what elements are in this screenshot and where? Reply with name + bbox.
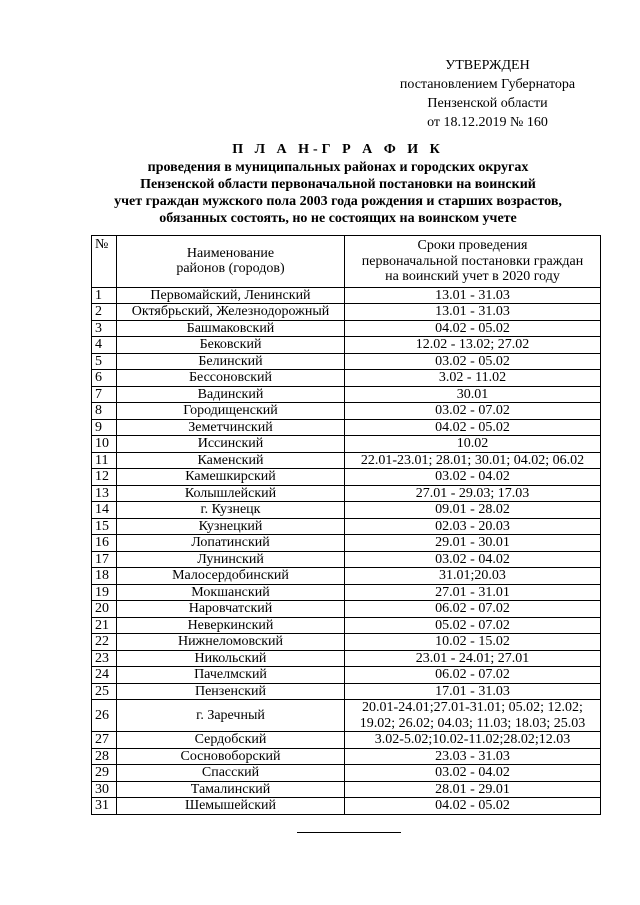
row-number: 9 bbox=[92, 419, 117, 436]
approval-line-decree: постановлением Губернатора bbox=[399, 77, 576, 92]
table-row bbox=[92, 452, 601, 469]
row-dates: 03.02 - 07.02 bbox=[345, 403, 601, 420]
table-row bbox=[92, 386, 601, 403]
row-dates: 06.02 - 07.02 bbox=[345, 601, 601, 618]
row-dates: 31.01;20.03 bbox=[345, 568, 601, 585]
row-number: 12 bbox=[92, 469, 117, 486]
row-dates: 13.01 - 31.03 bbox=[345, 304, 601, 321]
approval-line-approved: УТВЕРЖДЕН bbox=[445, 58, 530, 73]
header-dates-line-3: на воинский учет в 2020 году bbox=[385, 269, 560, 284]
row-number: 5 bbox=[92, 353, 117, 370]
row-district-name: Колышлейский bbox=[117, 485, 345, 502]
row-number: 18 bbox=[92, 568, 117, 585]
table-row bbox=[92, 732, 601, 749]
table-row bbox=[92, 469, 601, 486]
row-dates: 06.02 - 07.02 bbox=[345, 667, 601, 684]
row-number: 14 bbox=[92, 502, 117, 519]
row-number: 2 bbox=[92, 304, 117, 321]
row-number: 6 bbox=[92, 370, 117, 387]
row-district-name: г. Заречный bbox=[117, 700, 345, 732]
subtitle-line-2: Пензенской области первоначальной постановки на воинский bbox=[140, 177, 536, 192]
table-row bbox=[92, 403, 601, 420]
row-dates: 03.02 - 05.02 bbox=[345, 353, 601, 370]
table-row bbox=[92, 568, 601, 585]
row-dates: 22.01-23.01; 28.01; 30.01; 04.02; 06.02 bbox=[345, 452, 601, 469]
table-row bbox=[92, 617, 601, 634]
row-number: 3 bbox=[92, 320, 117, 337]
row-dates bbox=[345, 700, 601, 732]
row-dates: 3.02 - 11.02 bbox=[345, 370, 601, 387]
row-district-name: Вадинский bbox=[117, 386, 345, 403]
row-dates: 02.03 - 20.03 bbox=[345, 518, 601, 535]
row-dates: 3.02-5.02;10.02-11.02;28.02;12.03 bbox=[345, 732, 601, 749]
row-district-name: Сосновоборский bbox=[117, 748, 345, 765]
row-number: 16 bbox=[92, 535, 117, 552]
row-number: 10 bbox=[92, 436, 117, 453]
row-number: 4 bbox=[92, 337, 117, 354]
row-district-name: Первомайский, Ленинский bbox=[117, 287, 345, 304]
row-district-name: Каменский bbox=[117, 452, 345, 469]
subtitle-line-1: проведения в муниципальных районах и городских округах bbox=[147, 160, 529, 175]
table-row bbox=[92, 436, 601, 453]
row-dates: 28.01 - 29.01 bbox=[345, 781, 601, 798]
row-dates: 04.02 - 05.02 bbox=[345, 798, 601, 815]
row-district-name: Наровчатский bbox=[117, 601, 345, 618]
row-number: 26 bbox=[92, 700, 117, 732]
row-dates: 23.03 - 31.03 bbox=[345, 748, 601, 765]
table-row bbox=[92, 781, 601, 798]
table-body bbox=[92, 287, 601, 814]
row-number: 17 bbox=[92, 551, 117, 568]
table-row bbox=[92, 353, 601, 370]
row-dates-line: 20.01-24.01;27.01-31.01; 05.02; 12.02; bbox=[362, 700, 583, 715]
table-row bbox=[92, 667, 601, 684]
header-name-line-2: районов (городов) bbox=[176, 261, 285, 277]
row-dates: 27.01 - 31.01 bbox=[345, 584, 601, 601]
row-number: 28 bbox=[92, 748, 117, 765]
row-district-name: Сердобский bbox=[117, 732, 345, 749]
row-district-name: Нижнеломовский bbox=[117, 634, 345, 651]
table-row bbox=[92, 535, 601, 552]
row-district-name: Никольский bbox=[117, 650, 345, 667]
end-divider bbox=[297, 832, 401, 833]
table-row bbox=[92, 601, 601, 618]
row-dates: 10.02 - 15.02 bbox=[345, 634, 601, 651]
approval-stamp bbox=[380, 56, 595, 132]
document-title: П Л А Н-Г Р А Ф И К bbox=[232, 142, 444, 157]
row-district-name: Лунинский bbox=[117, 551, 345, 568]
row-number: 21 bbox=[92, 617, 117, 634]
table-row bbox=[92, 551, 601, 568]
table-row bbox=[92, 584, 601, 601]
row-dates: 05.02 - 07.02 bbox=[345, 617, 601, 634]
row-number: 27 bbox=[92, 732, 117, 749]
table-row bbox=[92, 650, 601, 667]
document-heading bbox=[60, 141, 616, 227]
approval-line-date: от 18.12.2019 № 160 bbox=[427, 115, 548, 130]
table-row bbox=[92, 748, 601, 765]
row-dates: 09.01 - 28.02 bbox=[345, 502, 601, 519]
row-district-name: Октябрьский, Железнодорожный bbox=[117, 304, 345, 321]
schedule-table bbox=[91, 235, 601, 815]
row-number: 19 bbox=[92, 584, 117, 601]
row-district-name: Городищенский bbox=[117, 403, 345, 420]
row-district-name: Иссинский bbox=[117, 436, 345, 453]
table-row bbox=[92, 419, 601, 436]
header-number: № bbox=[92, 236, 117, 288]
row-number: 24 bbox=[92, 667, 117, 684]
row-number: 1 bbox=[92, 287, 117, 304]
row-district-name: Бессоновский bbox=[117, 370, 345, 387]
row-number: 13 bbox=[92, 485, 117, 502]
row-number: 25 bbox=[92, 683, 117, 700]
row-number: 15 bbox=[92, 518, 117, 535]
row-dates: 03.02 - 04.02 bbox=[345, 469, 601, 486]
table-row bbox=[92, 634, 601, 651]
table-header-row bbox=[92, 236, 601, 288]
row-dates: 27.01 - 29.03; 17.03 bbox=[345, 485, 601, 502]
subtitle-line-3: учет граждан мужского пола 2003 года рождения и старших возрастов, bbox=[114, 194, 562, 209]
row-district-name: Малосердобинский bbox=[117, 568, 345, 585]
table-row bbox=[92, 502, 601, 519]
header-district-name bbox=[117, 236, 345, 288]
row-dates: 04.02 - 05.02 bbox=[345, 419, 601, 436]
header-dates-line-1: Сроки проведения bbox=[417, 238, 528, 253]
row-dates: 04.02 - 05.02 bbox=[345, 320, 601, 337]
table-row bbox=[92, 765, 601, 782]
row-district-name: Мокшанский bbox=[117, 584, 345, 601]
header-dates bbox=[345, 236, 601, 288]
row-dates: 10.02 bbox=[345, 436, 601, 453]
row-dates: 03.02 - 04.02 bbox=[345, 765, 601, 782]
table-row bbox=[92, 798, 601, 815]
row-number: 11 bbox=[92, 452, 117, 469]
row-number: 23 bbox=[92, 650, 117, 667]
table-row bbox=[92, 485, 601, 502]
approval-line-region: Пензенской области bbox=[427, 96, 548, 111]
row-number: 29 bbox=[92, 765, 117, 782]
row-dates-line: 19.02; 26.02; 04.03; 11.03; 18.03; 25.03 bbox=[359, 715, 586, 731]
row-number: 8 bbox=[92, 403, 117, 420]
row-district-name: Пензенский bbox=[117, 683, 345, 700]
row-number: 31 bbox=[92, 798, 117, 815]
table-row bbox=[92, 518, 601, 535]
row-district-name: Кузнецкий bbox=[117, 518, 345, 535]
row-district-name: Лопатинский bbox=[117, 535, 345, 552]
table-row bbox=[92, 337, 601, 354]
row-number: 30 bbox=[92, 781, 117, 798]
row-dates: 13.01 - 31.03 bbox=[345, 287, 601, 304]
table-row bbox=[92, 304, 601, 321]
row-dates: 29.01 - 30.01 bbox=[345, 535, 601, 552]
row-dates: 03.02 - 04.02 bbox=[345, 551, 601, 568]
table-row bbox=[92, 700, 601, 732]
subtitle-line-4: обязанных состоять, но не состоящих на воинском учете bbox=[159, 211, 517, 226]
header-dates-line-2: первоначальной постановки граждан bbox=[361, 253, 584, 269]
row-number: 22 bbox=[92, 634, 117, 651]
row-district-name: г. Кузнецк bbox=[117, 502, 345, 519]
row-dates: 23.01 - 24.01; 27.01 bbox=[345, 650, 601, 667]
row-district-name: Камешкирский bbox=[117, 469, 345, 486]
row-dates: 30.01 bbox=[345, 386, 601, 403]
row-district-name: Бековский bbox=[117, 337, 345, 354]
row-dates: 12.02 - 13.02; 27.02 bbox=[345, 337, 601, 354]
row-district-name: Тамалинский bbox=[117, 781, 345, 798]
row-number: 7 bbox=[92, 386, 117, 403]
header-name-line-1: Наименование bbox=[186, 245, 275, 261]
row-district-name: Шемышейский bbox=[117, 798, 345, 815]
table-row bbox=[92, 683, 601, 700]
table-row bbox=[92, 320, 601, 337]
row-district-name: Земетчинский bbox=[117, 419, 345, 436]
row-district-name: Башмаковский bbox=[117, 320, 345, 337]
row-dates: 17.01 - 31.03 bbox=[345, 683, 601, 700]
table-row bbox=[92, 370, 601, 387]
table-row bbox=[92, 287, 601, 304]
row-district-name: Пачелмский bbox=[117, 667, 345, 684]
row-number: 20 bbox=[92, 601, 117, 618]
row-district-name: Белинский bbox=[117, 353, 345, 370]
row-district-name: Неверкинский bbox=[117, 617, 345, 634]
row-district-name: Спасский bbox=[117, 765, 345, 782]
